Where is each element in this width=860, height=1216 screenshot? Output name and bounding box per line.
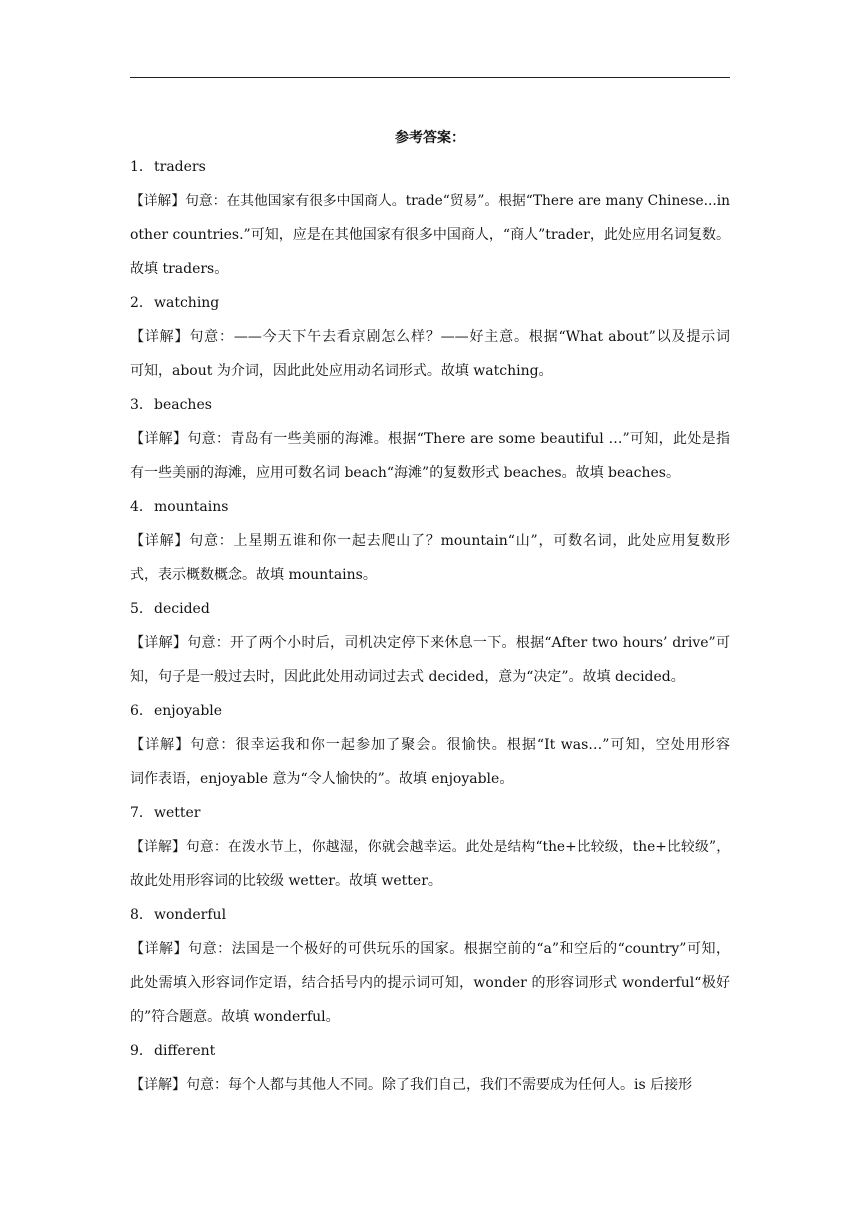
explanation-line: 的”符合题意。故填 wonderful。: [130, 1009, 340, 1025]
explanation-line: 【详解】句意：每个人都与其他人不同。除了我们自己，我们不需要成为任何人。is 后接形: [130, 1077, 693, 1093]
answer-word: beaches: [154, 397, 212, 413]
explanation-line: other countries.”可知，应是在其他国家有很多中国商人，“商人”trader，此处应用名词复数。: [130, 227, 730, 243]
explanation-line: 知，句子是一般过去时，因此此处用动词过去式 decided，意为“决定”。故填 decided。: [130, 669, 685, 685]
answer-word: different: [154, 1043, 216, 1059]
answer-word: wetter: [154, 805, 201, 821]
explanation-line: 可知，about 为介词，因此此处应用动名词形式。故填 watching。: [130, 363, 553, 379]
answer-number: 2．: [130, 295, 153, 311]
explanation-line: 此处需填入形容词作定语，结合括号内的提示词可知，wonder 的形容词形式 wonderful“极好: [130, 975, 730, 991]
answer-number: 8．: [130, 907, 153, 923]
answer-number: 4．: [130, 499, 153, 515]
answer-word: traders: [154, 159, 206, 175]
explanation-line: 【详解】句意：在泼水节上，你越湿，你就会越幸运。此处是结构“the+比较级，the+比较级”，: [130, 839, 730, 855]
answer-word: mountains: [154, 499, 229, 515]
answer-word: watching: [154, 295, 220, 311]
answer-number: 5．: [130, 601, 153, 617]
answer-item: [130, 903, 730, 927]
explanation-line: 【详解】句意：很幸运我和你一起参加了聚会。很愉快。根据“It was…”可知，空处用形容: [130, 737, 730, 753]
header-rule: [130, 77, 730, 78]
explanation-line: 词作表语，enjoyable 意为“令人愉快的”。故填 enjoyable。: [130, 771, 514, 787]
answer-item: [130, 495, 730, 519]
answer-item: [130, 155, 730, 179]
answer-item: [130, 393, 730, 417]
explanation-line: 【详解】句意：——今天下午去看京剧怎么样？——好主意。根据“What about”以及提示词: [130, 329, 730, 345]
explanation-line: 【详解】句意：在其他国家有很多中国商人。trade“贸易”。根据“There are many Chinese...in: [130, 193, 730, 209]
answer-word: wonderful: [154, 907, 227, 923]
explanation-line: 故此处用形容词的比较级 wetter。故填 wetter。: [130, 873, 442, 889]
answer-item: [130, 597, 730, 621]
answer-word: enjoyable: [154, 703, 223, 719]
answer-item: [130, 1039, 730, 1063]
answer-word: decided: [154, 601, 210, 617]
explanation-line: 故填 traders。: [130, 261, 229, 277]
page-title: 参考答案：: [395, 130, 465, 146]
explanation-line: 有一些美丽的海滩，应用可数名词 beach“海滩”的复数形式 beaches。故填 beaches。: [130, 465, 680, 481]
answer-number: 9．: [130, 1043, 153, 1059]
explanation-line: 式，表示概数概念。故填 mountains。: [130, 567, 377, 583]
answer-number: 1．: [130, 159, 153, 175]
explanation-line: 【详解】句意：青岛有一些美丽的海滩。根据“There are some beautiful …”可知，此处是指: [130, 431, 730, 447]
explanation-line: 【详解】句意：开了两个小时后，司机决定停下来休息一下。根据“After two hours’ drive”可: [130, 635, 730, 651]
answer-number: 6．: [130, 703, 153, 719]
explanation-line: 【详解】句意：上星期五谁和你一起去爬山了？mountain“山”，可数名词，此处应用复数形: [130, 533, 730, 549]
explanation-line: 【详解】句意：法国是一个极好的可供玩乐的国家。根据空前的“a”和空后的“country”可知，: [130, 941, 730, 957]
answer-item: [130, 699, 730, 723]
answer-list: [130, 155, 730, 1107]
answer-number: 3．: [130, 397, 153, 413]
answer-item: [130, 291, 730, 315]
answer-number: 7．: [130, 805, 153, 821]
answer-item: [130, 801, 730, 825]
